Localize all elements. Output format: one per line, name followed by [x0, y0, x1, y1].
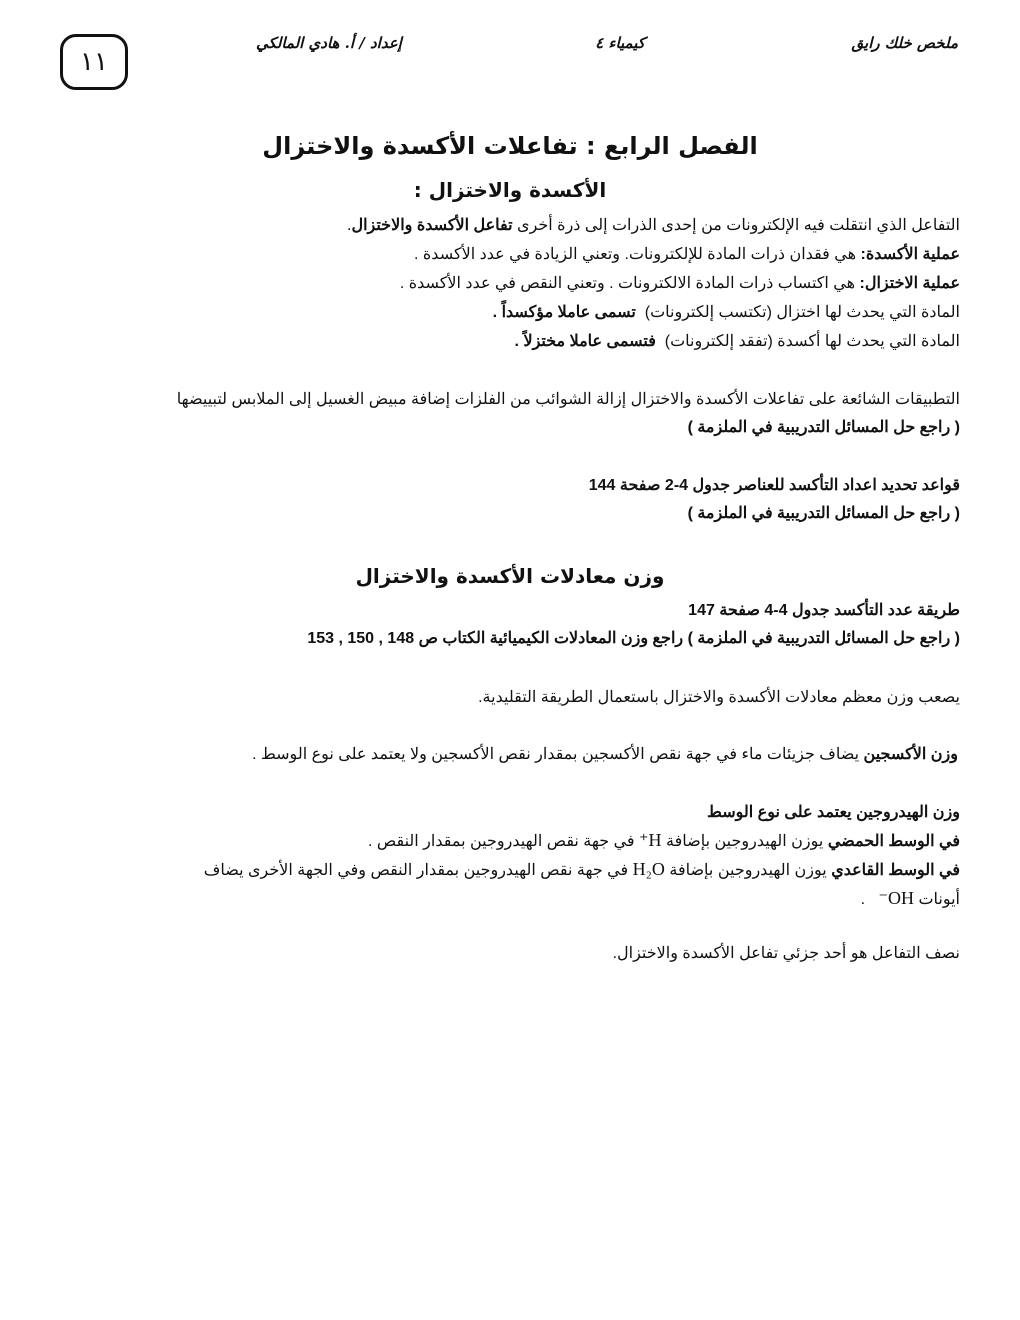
applications-reference: ( راجع حل المسائل التدريبية في الملزمة )	[687, 419, 960, 436]
reduction-definition: هي اكتساب ذرات المادة الالكترونات . وتعني النقص في عدد الأكسدة .	[399, 275, 856, 292]
basic-medium-line	[204, 858, 960, 882]
oxygen-balancing-term: وزن الأكسجين	[863, 746, 958, 763]
reduction-term: عملية الاختزال:	[859, 275, 960, 292]
page-number: ١١	[80, 47, 108, 77]
oxidizing-agent-term: تسمى عاملا مؤكسداً .	[492, 304, 636, 321]
chapter-title: الفصل الرابع : تفاعلات الأكسدة والاختزال	[262, 132, 758, 160]
definition-line-2	[414, 244, 960, 266]
definition-line-4	[493, 302, 960, 324]
balancing-title: وزن معادلات الأكسدة والاختزال	[355, 564, 665, 588]
acidic-medium-text-a: يوزن الهيدروجين بإضافة	[666, 833, 824, 850]
hydrogen-heading: وزن الهيدروجين يعتمد على نوع الوسط	[707, 804, 960, 821]
definition-1-text: التفاعل الذي انتقلت فيه الإلكترونات من إحدى الذرات إلى ذرة أخرى	[517, 217, 960, 234]
ions-label: أيونات	[918, 891, 960, 908]
definition-line-5	[515, 331, 960, 353]
hydrogen-ion-formula: H⁺	[639, 830, 662, 850]
oxidation-definition: هي فقدان ذرات المادة للإلكترونات. وتعني الزيادة في عدد الأكسدة .	[414, 246, 857, 263]
difficulty-note: يصعب وزن معظم معادلات الأكسدة والاختزال باستعمال الطريقة التقليدية.	[478, 689, 960, 706]
header-right-text: ملخص خلك رايق	[851, 34, 958, 52]
basic-medium-term: في الوسط القاعدي	[831, 862, 960, 879]
reducing-agent-text: المادة التي يحدث لها أكسدة (تفقد إلكترونات)	[664, 333, 960, 350]
oxygen-balancing-text: يضاف جزيئات ماء في جهة نقص الأكسجين بمقدار نقص الأكسجين ولا يعتمد على نوع الوسط .	[252, 746, 860, 763]
method-reference: ( راجع حل المسائل التدريبية في الملزمة ) راجع وزن المعادلات الكيميائية الكتاب ص 148 , 150 , 153	[307, 630, 960, 647]
basic-medium-text-a: يوزن الهيدروجين بإضافة	[669, 862, 827, 879]
reducing-agent-term: فتسمى عاملا مختزلاً .	[514, 333, 656, 350]
definition-1-term: تفاعل الأكسدة والاختزال	[351, 217, 513, 234]
header-center-text: كيمياء ٤	[595, 34, 645, 52]
oxidation-term: عملية الأكسدة:	[860, 246, 960, 263]
oxidation-rules-heading: قواعد تحديد اعداد التأكسد للعناصر جدول 4-2 صفحة 144	[588, 477, 960, 494]
method-heading: طريقة عدد التأكسد جدول 4-4 صفحة 147	[688, 602, 960, 619]
header-left-text: إعداد / أ. هادي المالكي	[256, 34, 402, 52]
line-end-dot: .	[860, 891, 866, 908]
half-reaction-definition: نصف التفاعل هو أحد جزئي تفاعل الأكسدة والاختزال.	[612, 945, 960, 962]
oxidizing-agent-text: المادة التي يحدث لها اختزال (تكتسب إلكترونات)	[644, 304, 960, 321]
acidic-medium-term: في الوسط الحمضي	[827, 833, 960, 850]
section-subtitle-text: الأكسدة والاختزال :	[413, 178, 607, 202]
definition-line-3	[400, 273, 960, 295]
applications-text: التطبيقات الشائعة على تفاعلات الأكسدة والاختزال إزالة الشوائب من الفلزات إضافة مبيض الغسيل إلى الملابس لتبييضها	[176, 391, 960, 408]
section-subtitle	[0, 178, 1020, 202]
definition-line-1: التفاعل الذي انتقلت فيه الإلكترونات من إحدى الذرات إلى ذرة أخرى تفاعل الأكسدة والاختزال.	[347, 217, 960, 234]
basic-medium-text-b: في جهة نقص الهيدروجين بمقدار النقص وفي الجهة الأخرى يضاف	[203, 862, 629, 879]
oxidation-rules-reference: ( راجع حل المسائل التدريبية في الملزمة )	[687, 505, 960, 522]
water-formula: H₂O	[632, 859, 665, 879]
basic-medium-line-2	[861, 887, 960, 911]
hydroxide-formula: OH⁻	[878, 888, 914, 908]
acidic-medium-text-b: في جهة نقص الهيدروجين بمقدار النقص .	[368, 833, 635, 850]
page-number-box	[60, 34, 128, 90]
acidic-medium-line	[368, 829, 960, 853]
oxygen-balancing-line	[252, 744, 958, 766]
